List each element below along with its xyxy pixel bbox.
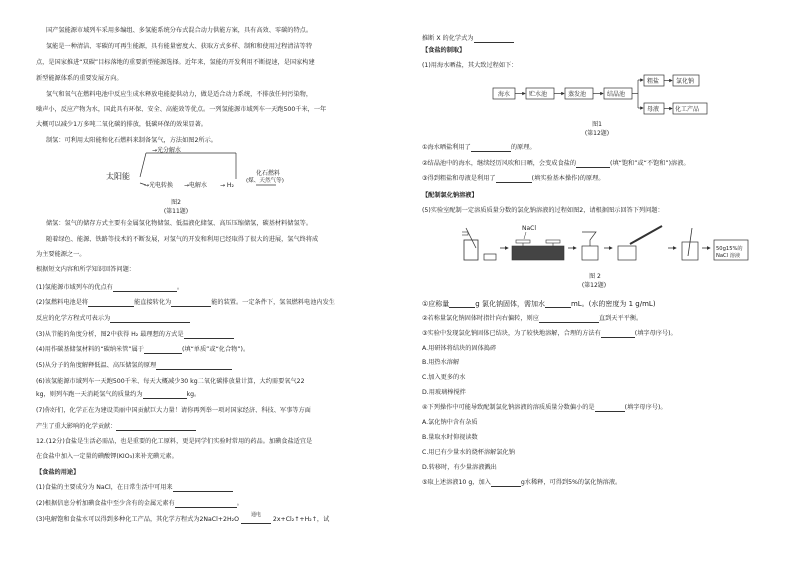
answer-blank[interactable] <box>449 301 475 308</box>
h2-label: → H₂ <box>220 182 234 189</box>
answer-blank[interactable] <box>184 332 234 339</box>
bottle-label: 50g15%的 <box>716 246 743 252</box>
question-5: (5)从分子的角度解释低温、高压储氢的原理 <box>36 362 232 370</box>
section-use-heading: 【食盐的用途】 <box>36 469 80 476</box>
solution-prep-diagram <box>462 218 752 268</box>
answer-blank[interactable] <box>576 161 610 168</box>
answer-blank[interactable] <box>471 145 511 152</box>
solution-intro: (5)实验室配制一定溶质质量分数的氯化钠溶液的过程如图2，请根据图示回答下列问题： <box>422 207 664 214</box>
solution-question-4: ④下列操作中可能导致配制氯化钠溶液的溶质质量分数偏小的是 (填字母序号)。 <box>422 404 667 411</box>
option-c: C.加入更多的水 <box>422 374 466 381</box>
intro-line: 随着绿色、能源、铁路等技术的不断发展，对氢气的开发和利用已经取得了很大的进展，氢气终将成 <box>46 236 319 243</box>
question-2-cont: 反应的化学方程式可表示为 <box>36 315 190 323</box>
use-question-3: (3)电解饱和食盐水可以得到多种化工产品，其化学方程式为2NaCl+2H₂O 通电 2x+Cl₂↑+H₂↑，试 <box>36 512 330 523</box>
answer-blank[interactable] <box>110 316 190 323</box>
question-6: (6)该氢能源市域列车一天跑500千米、每天大概减少30 kg二氧化碳排放量计算，大约需要氧气22 <box>36 378 305 385</box>
solar-label: 太阳能 <box>106 172 130 181</box>
flow-storage: 贮水池 <box>529 91 548 98</box>
solution-question-3: ③实验中发现氯化钠固体已结块，为了较快地溶解，合理的方法有 (填字母序号)。 <box>422 330 677 337</box>
answer-blank[interactable] <box>113 285 177 292</box>
solution-question-2: ②若称量氯化钠固体时指针向右偏转，则应 直到天平平衡。 <box>422 315 643 322</box>
answer-blank[interactable] <box>116 424 196 431</box>
section-make-heading: 【食盐的制取】 <box>422 47 466 54</box>
funnel <box>582 232 596 246</box>
answer-blank[interactable] <box>156 363 232 370</box>
intro-line: 储氢：氢气的储存方式主要有金属氢化物储氢、低温液化储氢、高压压缩储氢，碳基材料储氢等。 <box>46 220 313 227</box>
intro-line: 噪声小，反应产物为水，国此具有环保、安全、高能效等优点。一列氢能源市域列车一天跑500千米，一年 <box>36 106 327 113</box>
option-b: B.用热水溶解 <box>422 359 460 366</box>
question-1: (1)氢能源市域列车的优点有 。 <box>36 284 184 291</box>
pre-path-label: →光电转换 <box>144 182 174 189</box>
make-question-3: ③得到粗盐和母液是利用了 (填实验基本操作)的原理。 <box>422 175 605 182</box>
answer-blank[interactable] <box>88 300 134 307</box>
figure-label: 图1 <box>592 121 602 128</box>
flow-mother: 母液 <box>647 106 660 113</box>
figure-number: (第11题) <box>163 208 189 215</box>
flow-seawater: 海水 <box>498 91 511 98</box>
figure-number: (第12题) <box>581 282 607 289</box>
intro-line: 大概可以减少1万多吨二氧化碳的排放，低碳环保的效果显著。 <box>36 121 207 128</box>
question-4: (4)用作碳基储氢材料的“碳纳米管”属于 (填“单质”或“化合物”)。 <box>36 346 250 353</box>
answer-blank[interactable] <box>491 480 521 487</box>
bottle-label-2: NaCl 溶液 <box>716 253 741 259</box>
flow-evap: 蒸发池 <box>568 91 587 98</box>
figure-label: 图2 <box>171 199 181 206</box>
intro-line: 制氢：可利用太阳能和化石燃料来制备氢气，方法如图2所示。 <box>46 137 217 144</box>
solution-question-1: ①应称量 g 氯化钠固体，需加水 mL。(水的密度为 1 g/mL) <box>422 300 656 308</box>
fossil-sub-label: (煤、天然气等) <box>246 178 284 184</box>
question-7-cont: 产生了重大影响的化学贡献： <box>36 423 196 431</box>
figure-label: 图 2 <box>589 273 601 280</box>
intro-line: 为主要能源之一。 <box>36 251 86 258</box>
answer-blank[interactable] <box>496 176 532 183</box>
intro-line: 氢能是一种清洁、零碳的可再生能源，具有能量密度大、获取方式多样、制和和使用过程清洁等特 <box>46 43 313 50</box>
beaker <box>618 246 636 260</box>
hydrogen-production-diagram <box>106 145 306 213</box>
solution-question-5: ⑤取上述溶液10 g，加入 g水稀释，可得到5%的氯化钠溶液。 <box>422 479 622 486</box>
question-7: (7)你好们，化学正在为建设美丽中国贡献巨大力量！请你再列举一项对国家经济、科技、军事等方面 <box>36 407 311 414</box>
top-path-label: →光分解水 <box>152 147 182 154</box>
salt-production-flowchart <box>492 72 722 122</box>
intro-line: 点，是国家推进“双碳”目标落地的重要新型能源选择。近年来，氢能的开发利用不断提速，是国家构建 <box>36 59 315 66</box>
infer-x: 推断 X 的化学式为 <box>422 35 514 43</box>
answer-blank[interactable] <box>143 392 187 399</box>
intro-line: 国产氢能源市域列车采用多编组、多氢能系统分布式混合动力供能方案，具有高效、零碳的特点。 <box>46 27 313 34</box>
question-6-cont: kg，则列车跑一天消耗氢气的质量约为 kg。 <box>36 391 201 398</box>
electrolysis-label: →电解水 <box>184 182 208 189</box>
reaction-arrow: 通电 <box>241 519 271 524</box>
question-12-sub: 在食盐中加入一定量的碘酸钾(KIO₃)来补充碘元素。 <box>36 453 178 460</box>
question-2: (2)氢燃料电池是将 能直接转化为 能的装置。一定条件下，氢氧燃料电池内发生 <box>36 299 335 306</box>
use-question-2: (2)根据信息分析加碘食盐中至少含有的金属元素有 。 <box>36 500 243 507</box>
balance <box>512 246 564 260</box>
intro-line: 氢气和氧气在燃料电池中反应生成水释放电能提供动力，做是适合动力系统，不排放任何污染物， <box>46 91 313 98</box>
flow-nacl: 氯化钠 <box>676 78 695 85</box>
answer-blank[interactable] <box>595 405 625 412</box>
option-d: D.用玻璃棒搅拌 <box>422 389 466 396</box>
make-question-1: ①海水晒盐利用了 的原理。 <box>422 144 536 151</box>
answer-blank[interactable] <box>601 331 635 338</box>
option-c: C.用已有少量水的烧杯溶解氯化钠 <box>422 449 515 456</box>
intro-line: 新型能源体系的重要发展方向。 <box>36 75 123 82</box>
answer-blank[interactable] <box>175 501 237 508</box>
question-prompt: 根据短文内容和所学知识回答问题： <box>36 266 135 273</box>
answer-blank[interactable] <box>539 316 599 323</box>
question-12-title: 12.(12分)食盐是生活必需品，也是重要的化工原料，更是同学们实验时常用的药品。加碘食盐适宜是 <box>36 438 313 445</box>
reagent-bottle <box>464 240 478 260</box>
use-question-1: (1)食盐的主要成分为 NaCl，在日常生活中可用来 <box>36 484 233 492</box>
make-intro: (1)用海水晒盐，其大致过程如下： <box>422 62 518 69</box>
fossil-label: 化石燃料 <box>256 170 281 177</box>
answer-blank[interactable] <box>545 301 571 308</box>
option-a: A.用研钵将结块的固体捣碎 <box>422 345 497 352</box>
nacl-label: NaCl <box>522 225 537 232</box>
option-d: D.转移时，有少量溶液溅出 <box>422 464 497 471</box>
figure-number: (第12题) <box>584 130 610 137</box>
answer-blank[interactable] <box>171 300 211 307</box>
stopper <box>484 254 496 260</box>
option-b: B.量取水时仰视读数 <box>422 434 478 441</box>
answer-blank[interactable] <box>474 36 514 43</box>
answer-blank[interactable] <box>173 485 233 492</box>
make-question-2: ②结晶池中的海水，继续经历风吹和日晒，会变成食盐的 (填“饱和”或“不饱和”)溶液。 <box>422 160 690 167</box>
question-3: (3)从节能的角度分析，图2中获得 H₂ 最理想的方式是 <box>36 331 234 339</box>
flow-chem: 化工产品 <box>675 106 700 113</box>
flow-crystal: 结晶池 <box>607 91 626 98</box>
answer-blank[interactable] <box>144 347 182 354</box>
flow-crude: 粗盐 <box>647 78 660 85</box>
option-a: A.氯化钠中含有杂质 <box>422 419 478 426</box>
section-solution-heading: 【配制氯化钠溶液】 <box>422 192 478 199</box>
